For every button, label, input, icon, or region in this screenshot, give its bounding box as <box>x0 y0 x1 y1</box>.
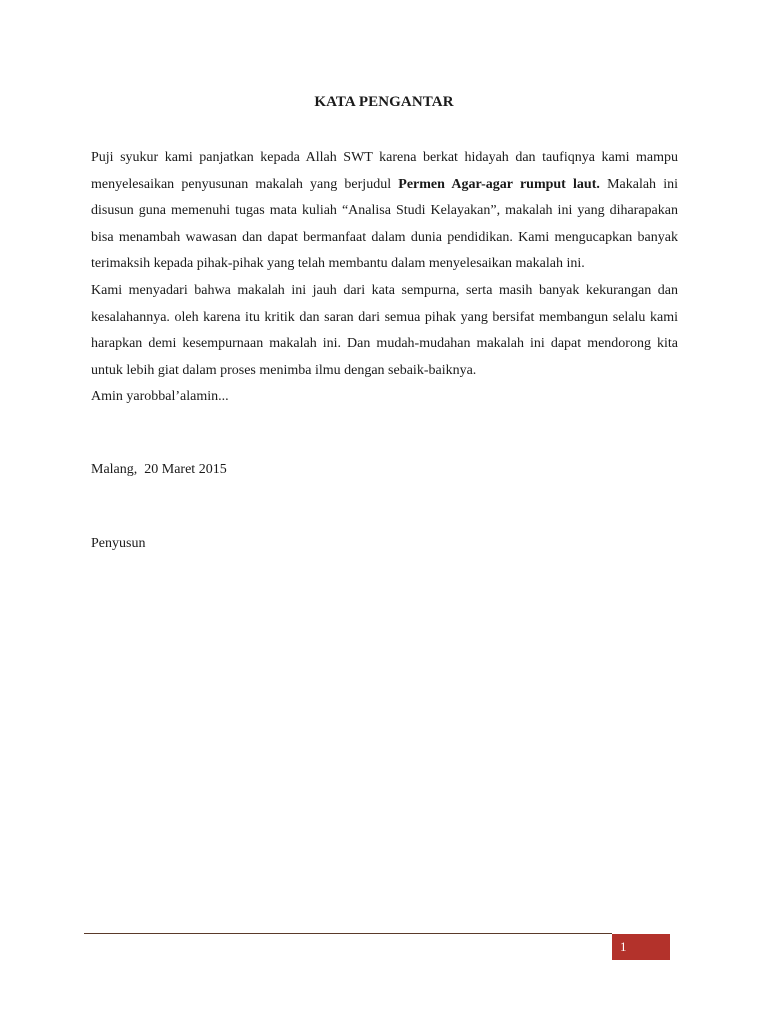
page-title: KATA PENGANTAR <box>314 94 454 110</box>
page-number: 1 <box>620 939 627 954</box>
footer-divider <box>84 933 612 934</box>
body-text <box>91 145 678 411</box>
paper-title-bold: Permen Agar-agar rumput laut. <box>398 176 600 192</box>
paragraph-acknowledgement: Kami menyadari bahwa makalah ini jauh dari kata sempurna, serta masih banyak kekurangan dan kesalahannya. oleh karena itu kritik dan saran dari semua pihak yang bersifat membangun selalu kami harapkan demi kesempurnaan makalah ini. Dan mudah-mudahan makalah ini dapat mendorong kita untuk lebih giat dalam proses menimba ilmu dengan sebaik-baiknya. <box>91 282 678 378</box>
place-date: Malang, 20 Maret 2015 <box>91 462 227 477</box>
signer-label: Penyusun <box>91 536 146 551</box>
closing-line: Amin yarobbal’alamin... <box>91 389 229 405</box>
page-number-badge <box>612 934 670 960</box>
paragraph-intro <box>91 145 678 278</box>
paragraph-intro-part1: Puji syukur kami panjatkan kepada Allah SWT karena berkat hidayah dan taufiqnya kami mampu menyelesaikan penyusunan makalah yang berjudul <box>91 150 678 192</box>
paragraph-intro-part2: Makalah ini disusun guna memenuhi tugas mata kuliah “Analisa Studi Kelayakan”, makalah ini yang diharapakan bisa menambah wawasan dan dapat bermanfaat dalam dunia pendidikan. Kami mengucapkan banyak terimaksih kepada pihak-pihak yang telah membantu dalam menyelesaikan makalah ini. <box>91 176 679 272</box>
